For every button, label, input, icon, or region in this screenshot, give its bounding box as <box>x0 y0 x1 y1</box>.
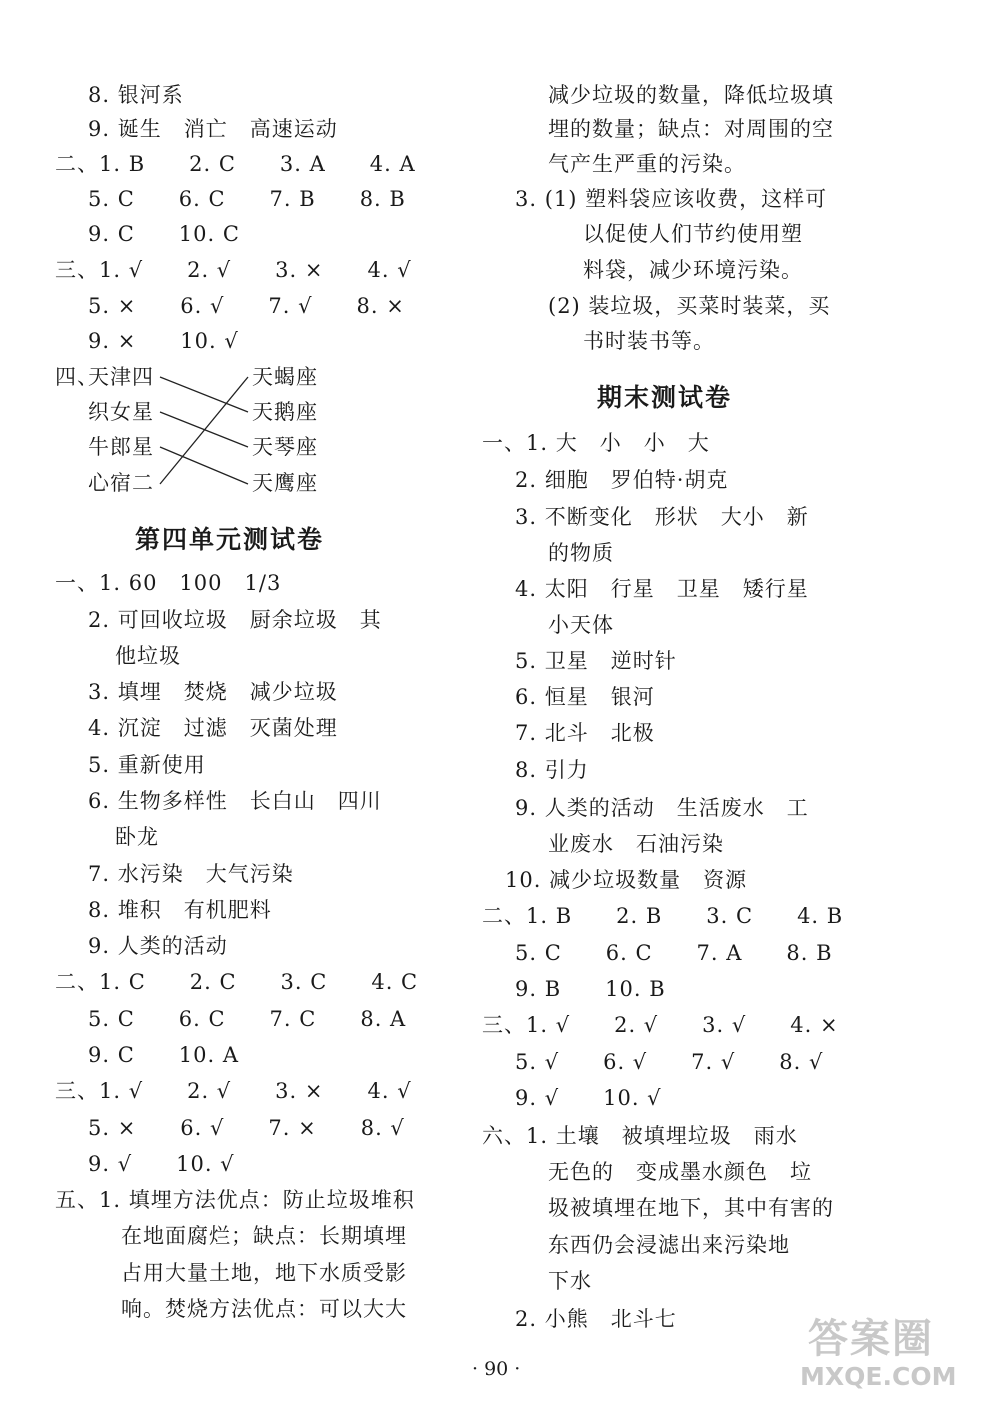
answer-line: 5. C 6. C 7. C 8. A <box>88 1007 407 1031</box>
answer-line: 业废水 石油污染 <box>548 832 724 856</box>
answer-line: 10. 减少垃圾数量 资源 <box>505 868 748 892</box>
answer-line: 5. C 6. C 7. B 8. B <box>88 187 406 211</box>
answer-line: 东西仍会浸滤出来污染地 <box>548 1233 790 1257</box>
answer-line: 下水 <box>548 1269 592 1293</box>
answer-line: 8. 银河系 <box>88 83 184 107</box>
answer-line: 5. 卫星 逆时针 <box>515 649 677 673</box>
answer-line: 9. C 10. A <box>88 1043 240 1067</box>
answer-line: 二、1. B 2. C 3. A 4. A <box>55 152 416 176</box>
constellation-name: 天蝎座 <box>252 365 318 389</box>
answer-line: 4. 沉淀 过滤 灭菌处理 <box>88 716 338 740</box>
answer-line: 2. 可回收垃圾 厨余垃圾 其 <box>88 608 382 632</box>
answer-line: 五、1. 填埋方法优点：防止垃圾堆积 <box>55 1188 415 1212</box>
answer-line: 在地面腐烂；缺点：长期填埋 <box>121 1224 407 1248</box>
star-name: 天津四 <box>88 365 154 389</box>
answer-line: 三、1. √ 2. √ 3. × 4. √ <box>55 258 412 282</box>
answer-line: 5. × 6. √ 7. √ 8. × <box>88 294 405 318</box>
answer-line: 减少垃圾的数量，降低垃圾填 <box>548 83 834 107</box>
question-number: 四、 <box>55 365 99 389</box>
answer-line: 7. 水污染 大气污染 <box>88 862 294 886</box>
answer-line: 卧龙 <box>115 825 159 849</box>
answer-line: 一、1. 60 100 1/3 <box>55 571 282 595</box>
answer-line: 3. 不断变化 形状 大小 新 <box>515 505 809 529</box>
answer-line: 2. 细胞 罗伯特·胡克 <box>515 468 729 492</box>
matching-lines <box>150 360 260 500</box>
answer-line: 气产生严重的污染。 <box>548 152 746 176</box>
match-line <box>160 377 248 484</box>
answer-line: 二、1. B 2. B 3. C 4. B <box>482 904 844 928</box>
answer-line: 5. × 6. √ 7. × 8. √ <box>88 1116 405 1140</box>
answer-line: (2) 装垃圾，买菜时装菜，买 <box>548 294 831 318</box>
answer-line: 三、1. √ 2. √ 3. √ 4. × <box>482 1013 839 1037</box>
constellation-name: 天琴座 <box>252 435 318 459</box>
answer-line: 埋的数量；缺点：对周围的空 <box>548 117 834 141</box>
star-name: 织女星 <box>88 400 154 424</box>
match-line <box>160 377 248 412</box>
answer-line: 无色的 变成墨水颜色 垃 <box>548 1160 812 1184</box>
section-title: 期末测试卷 <box>597 383 733 412</box>
answer-line: 他垃圾 <box>115 644 181 668</box>
answer-line: 六、1. 土壤 被填埋垃圾 雨水 <box>482 1124 798 1148</box>
answer-line: 9. C 10. C <box>88 222 240 246</box>
page-number: · 90 · <box>472 1358 521 1380</box>
answer-line: 6. 恒星 银河 <box>515 685 655 709</box>
answer-line: 圾被填埋在地下，其中有害的 <box>548 1196 834 1220</box>
constellation-name: 天鹅座 <box>252 400 318 424</box>
answer-line: 书时装书等。 <box>583 329 715 353</box>
answer-line: 5. 重新使用 <box>88 753 206 777</box>
answer-line: 响。焚烧方法优点：可以大大 <box>121 1297 407 1321</box>
answer-line: 9. 人类的活动 生活废水 工 <box>515 796 809 820</box>
answer-line: 以促使人们节约使用塑 <box>583 222 803 246</box>
answer-line: 料袋，减少环境污染。 <box>583 258 803 282</box>
answer-line: 9. 人类的活动 <box>88 934 228 958</box>
answer-line: 9. × 10. √ <box>88 329 239 353</box>
answer-line: 6. 生物多样性 长白山 四川 <box>88 789 382 813</box>
section-title: 第四单元测试卷 <box>135 525 325 554</box>
answer-line: 9. √ 10. √ <box>515 1086 662 1110</box>
answer-line: 一、1. 大 小 小 大 <box>482 431 710 455</box>
answer-line: 9. B 10. B <box>515 977 666 1001</box>
answer-line: 2. 小熊 北斗七 <box>515 1307 677 1331</box>
answer-line: 3. 填埋 焚烧 减少垃圾 <box>88 680 338 704</box>
answer-line: 5. √ 6. √ 7. √ 8. √ <box>515 1050 824 1074</box>
answer-line: 小天体 <box>548 613 614 637</box>
answer-line: 的物质 <box>548 541 614 565</box>
constellation-name: 天鹰座 <box>252 471 318 495</box>
star-name: 心宿二 <box>88 471 154 495</box>
answer-line: 5. C 6. C 7. A 8. B <box>515 941 833 965</box>
answer-line: 9. √ 10. √ <box>88 1152 235 1176</box>
watermark-logo: 答案圈 <box>808 1316 934 1362</box>
watermark-url: MXQE.COM <box>800 1362 957 1391</box>
answer-line: 7. 北斗 北极 <box>515 721 655 745</box>
answer-line: 占用大量土地，地下水质受影 <box>121 1261 407 1285</box>
match-line <box>160 447 248 484</box>
answer-line: 9. 诞生 消亡 高速运动 <box>88 117 338 141</box>
answer-line: 二、1. C 2. C 3. C 4. C <box>55 970 419 994</box>
star-name: 牛郎星 <box>88 435 154 459</box>
answer-line: 4. 太阳 行星 卫星 矮行星 <box>515 577 809 601</box>
answer-line: 三、1. √ 2. √ 3. × 4. √ <box>55 1079 412 1103</box>
answer-line: 3. (1) 塑料袋应该收费，这样可 <box>515 187 828 211</box>
answer-line: 8. 引力 <box>515 758 589 782</box>
answer-line: 8. 堆积 有机肥料 <box>88 898 272 922</box>
